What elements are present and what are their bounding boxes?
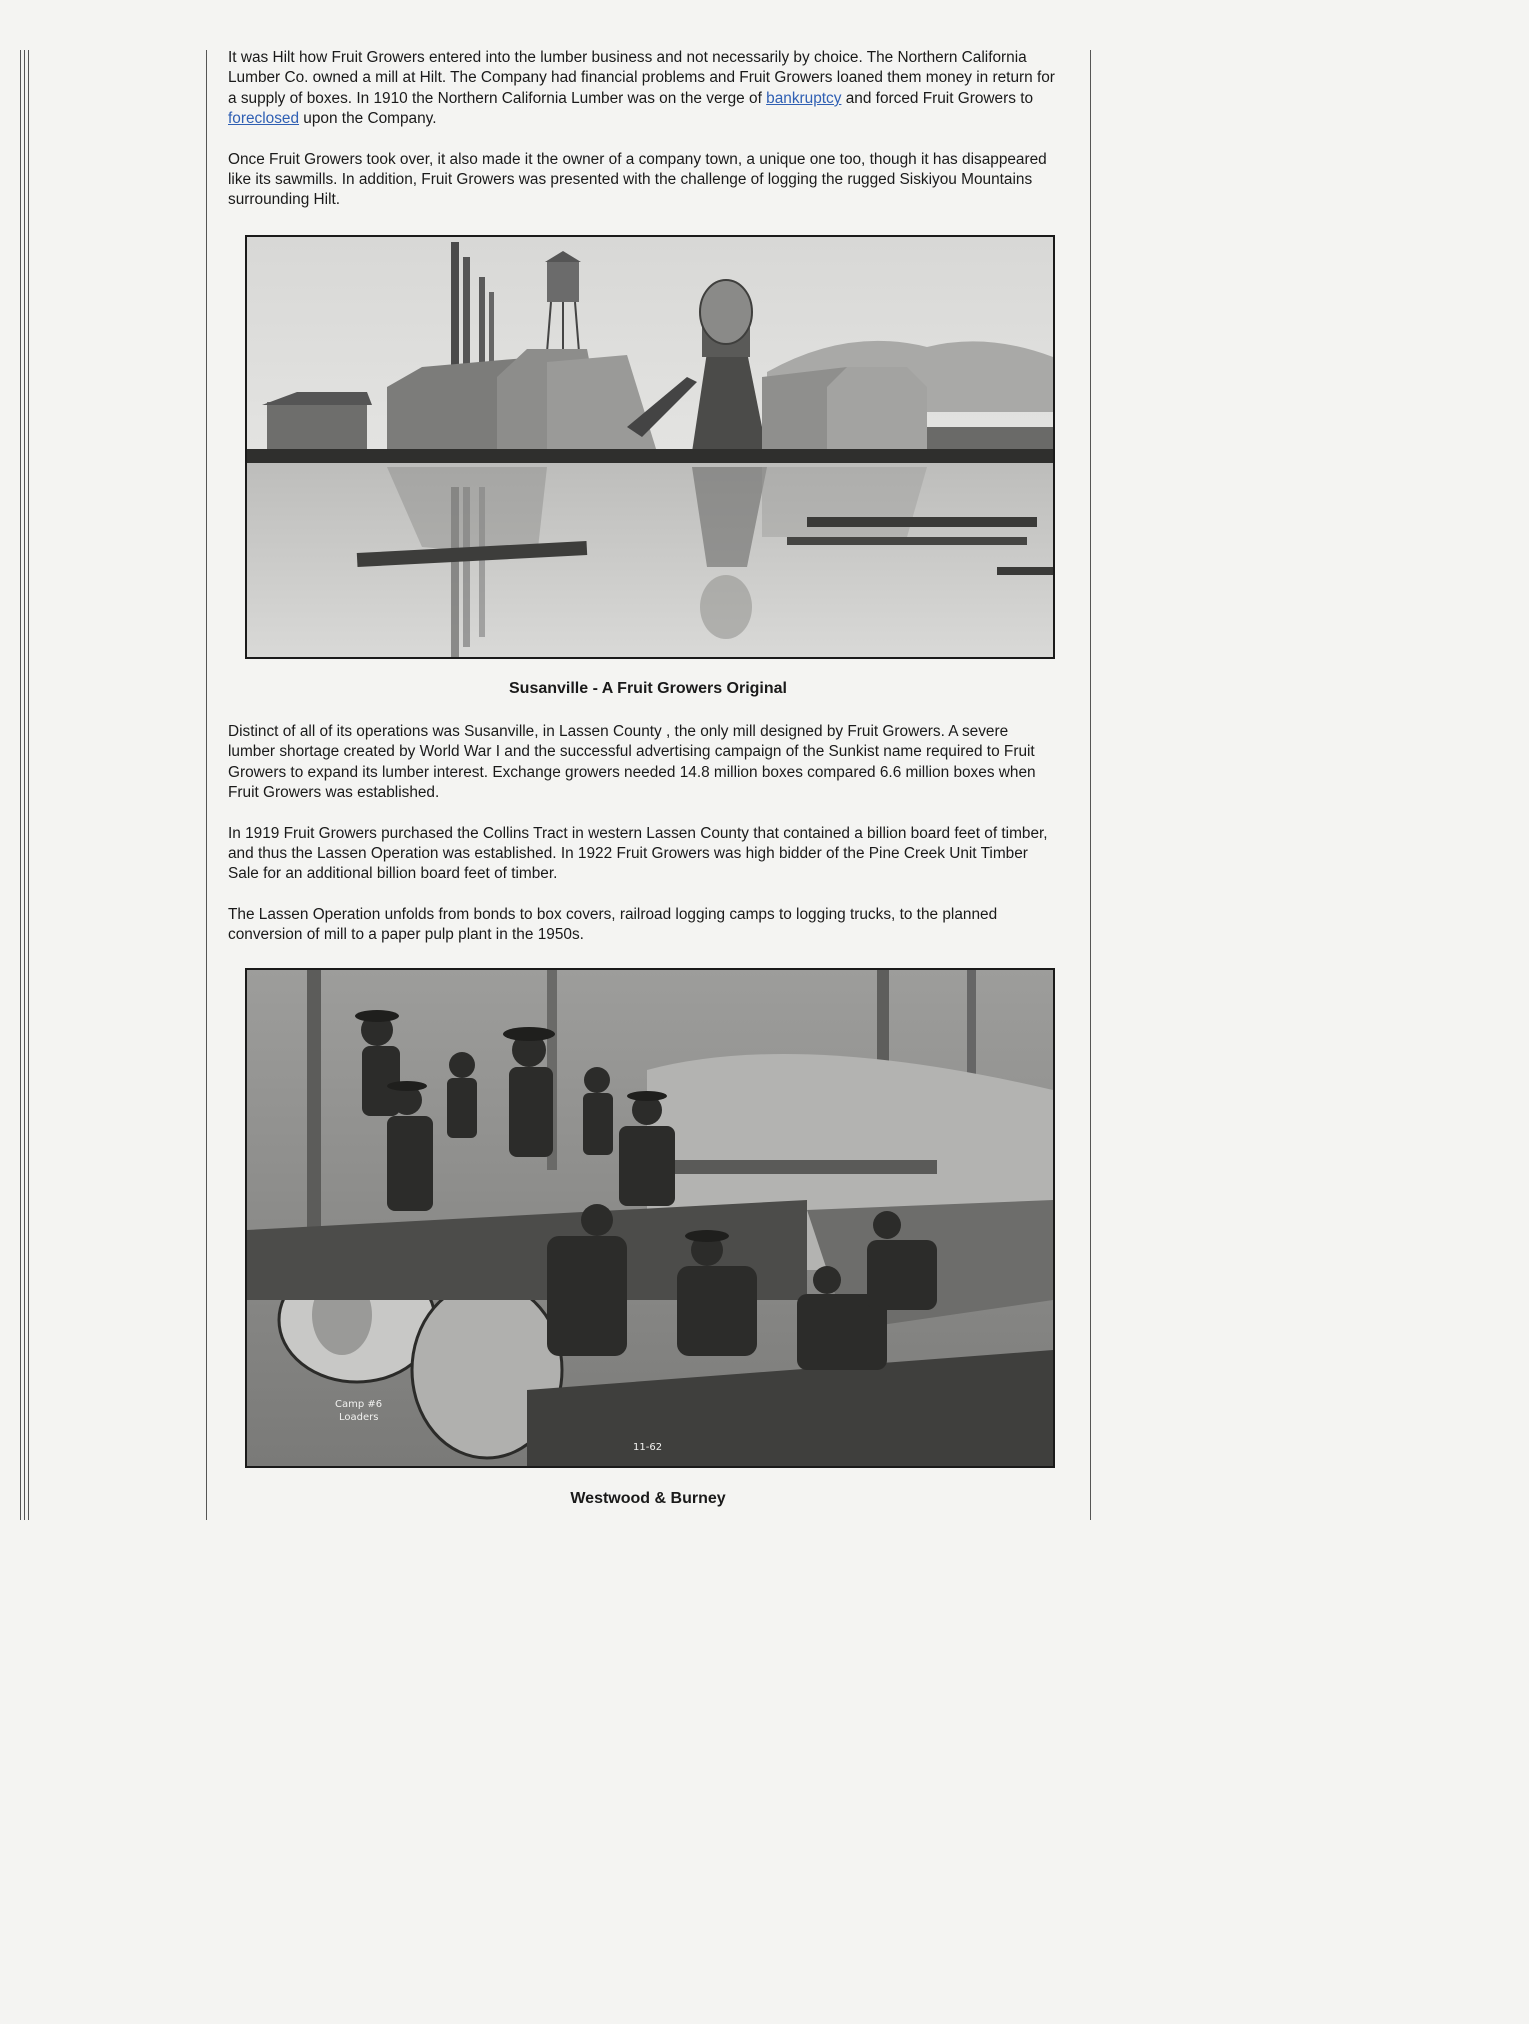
paragraph-text: It was Hilt how Fruit Growers entered into the lumber business and not necessarily by choice. The Northern California Lumber Co. owned a mill at Hilt. The Company had financial problems and Fruit Growers loaned them money in return for a supply of boxes. In 1910 the Northern California Lumber was on the verge of — [228, 49, 1055, 107]
paragraph-text: and forced Fruit Growers to — [841, 89, 1034, 107]
photo-loggers-camp — [245, 968, 1055, 1468]
paragraph-company-town: Once Fruit Growers took over, it also made it the owner of a company town, a unique one too, though it has disappeared like its sawmills. In addition, Fruit Growers was presented with the challenge of logging the rugged Siskiyou Mountains surrounding Hilt. — [228, 150, 1047, 209]
caption-westwood-burney: Westwood & Burney — [570, 1490, 726, 1507]
paragraph-hilt-history — [228, 48, 1058, 130]
paragraph-lassen-operation: The Lassen Operation unfolds from bonds to box covers, railroad logging camps to logging trucks, to the planned conversion of mill to a paper pulp plant in the 1950s. — [228, 905, 998, 944]
link-bankruptcy[interactable]: bankruptcy — [766, 89, 842, 107]
photo-inscription-number: 11-62 — [633, 1442, 663, 1453]
right-column-rule — [1090, 50, 1091, 1520]
photo-inscription-camp: Camp #6 — [335, 1399, 383, 1410]
left-margin-rule — [20, 50, 21, 1520]
article-body-middle — [228, 722, 1058, 946]
loggers-photo-illustration — [247, 970, 1053, 1466]
link-foreclosed[interactable]: foreclosed — [228, 110, 300, 128]
photo-susanville-mill — [245, 235, 1055, 659]
sawmill-photo-illustration — [247, 237, 1053, 657]
paragraph-collins-tract: In 1919 Fruit Growers purchased the Collins Tract in western Lassen County that contained a billion board feet of timber, and thus the Lassen Operation was established. In 1922 Fruit Growers was high bidder of the Pine Creek Unit Timber Sale for an additional billion board feet of timber. — [228, 824, 1048, 883]
left-margin-rule — [28, 50, 29, 1520]
photo-inscription-loaders: Loaders — [339, 1412, 379, 1423]
left-column-rule — [206, 50, 207, 1520]
caption-susanville: Susanville - A Fruit Growers Original — [509, 680, 787, 697]
article-body-top — [228, 48, 1058, 211]
paragraph-text: upon the Company. — [299, 110, 437, 128]
left-margin-rule — [24, 50, 25, 1520]
paragraph-susanville: Distinct of all of its operations was Susanville, in Lassen County , the only mill designed by Fruit Growers. A severe lumber shortage created by World War I and the successful advertising campaign of the Sunkist name required to Fruit Growers to expand its lumber interest. Exchange growers needed 14.8 million boxes compared 6.6 million boxes when Fruit Growers was established. — [228, 723, 1036, 802]
